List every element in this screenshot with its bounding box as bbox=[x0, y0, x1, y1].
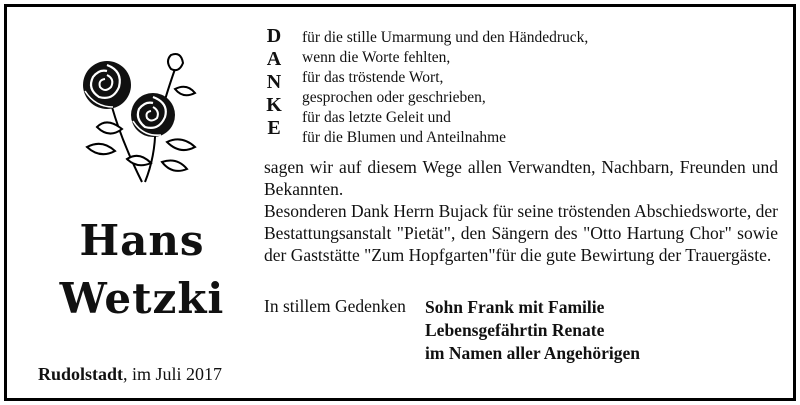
thanks-line: für das letzte Geleit und bbox=[302, 109, 451, 126]
signer: Sohn Frank mit Familie bbox=[425, 297, 605, 317]
obituary-card bbox=[4, 4, 796, 401]
roses-icon bbox=[67, 47, 207, 187]
thanks-line: für das tröstende Wort, bbox=[302, 69, 444, 86]
thanks-paragraph: Besonderen Dank Herrn Bujack für seine tröstenden Abschiedsworte, der Bestattungsanstalt "Pietät", den Sängern des "Otto Hartung Chor" sowie der Gaststätte "Zum Hopfgarten"für die gute Bewirtung der Trauergäste. bbox=[264, 201, 778, 265]
acrostic-letter: N bbox=[266, 71, 282, 93]
danke-acrostic bbox=[264, 25, 284, 140]
thanks-lines bbox=[302, 28, 588, 148]
signer: Lebensgefährtin Renate bbox=[425, 320, 605, 340]
thanks-paragraph: sagen wir auf diesem Wege allen Verwandten, Nachbarn, Freunden und Bekannten. bbox=[264, 157, 778, 199]
acrostic-letter: D bbox=[266, 25, 282, 47]
deceased-last-name: Wetzki bbox=[59, 274, 225, 323]
acrostic-letter: A bbox=[266, 48, 282, 70]
signers-list bbox=[425, 296, 640, 365]
thanks-line: gesprochen oder geschrieben, bbox=[302, 89, 486, 106]
signer: im Namen aller Angehörigen bbox=[425, 343, 641, 363]
thanks-body bbox=[264, 156, 778, 266]
deceased-first-name: Hans bbox=[79, 216, 205, 265]
memorial-intro: In stillem Gedenken bbox=[264, 296, 406, 316]
thanks-line: für die stille Umarmung und den Händedruck, bbox=[302, 29, 589, 46]
acrostic-letter: E bbox=[267, 117, 281, 139]
place-date bbox=[38, 364, 222, 385]
place-name: Rudolstadt bbox=[38, 364, 124, 384]
date-text: , im Juli 2017 bbox=[123, 364, 223, 384]
thanks-line: wenn die Worte fehlten, bbox=[302, 49, 451, 66]
acrostic-letter: K bbox=[266, 94, 282, 116]
thanks-line: für die Blumen und Anteilnahme bbox=[302, 129, 507, 146]
